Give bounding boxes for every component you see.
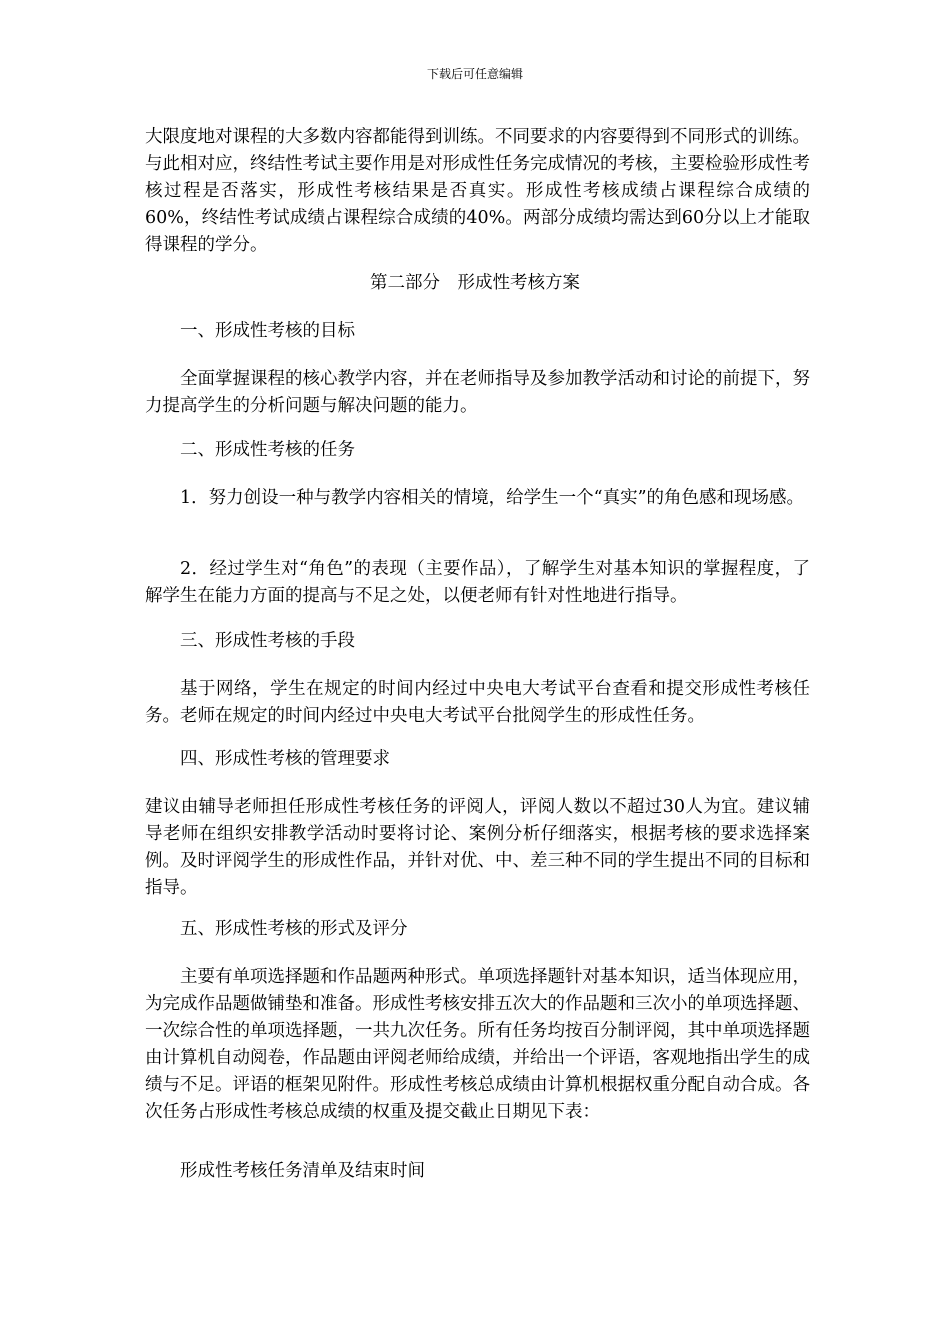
- task-item-1-text: 1．努力创设一种与教学内容相关的情境，给学生一个“真实”的角色感和现场感。: [180, 488, 805, 508]
- means-text: 基于网络，学生在规定的时间内经过中央电大考试平台查看和提交形成性考核任务。老师在规定的时间内经过中央电大考试平台批阅学生的形成性任务。: [145, 679, 810, 726]
- goal-paragraph: [145, 366, 810, 420]
- section-heading-means: 三、形成性考核的手段: [180, 631, 355, 651]
- management-text: 建议由辅导老师担任形成性考核任务的评阅人，评阅人数以不超过30人为宜。建议辅导老师在组织安排教学活动时要将讨论、案例分析仔细落实，根据考核的要求选择案例。及时评阅学生的形成性作品，并针对优、中、差三种不同的学生提出不同的目标和指导。: [145, 797, 810, 898]
- table-caption: 形成性考核任务清单及结束时间: [180, 1161, 425, 1181]
- means-paragraph: [145, 676, 810, 730]
- form-paragraph: [145, 964, 810, 1126]
- task-item-2: [145, 556, 810, 610]
- section-heading-form: 五、形成性考核的形式及评分: [180, 919, 408, 939]
- intro-paragraph: [145, 124, 810, 259]
- goal-text: 全面掌握课程的核心教学内容，并在老师指导及参加教学活动和讨论的前提下，努力提高学生的分析问题与解决问题的能力。: [145, 369, 810, 416]
- part-title: 第二部分 形成性考核方案: [370, 273, 580, 293]
- task-item-2-text: 2．经过学生对“角色”的表现（主要作品），了解学生对基本知识的掌握程度，了解学生在能力方面的提高与不足之处，以便老师有针对性地进行指导。: [145, 559, 810, 606]
- management-paragraph: [145, 794, 810, 902]
- intro-text: 大限度地对课程的大多数内容都能得到训练。不同要求的内容要得到不同形式的训练。与此相对应，终结性考试主要作用是对形成性任务完成情况的考核，主要检验形成性考核过程是否落实，形成性考核结果是否真实。形成性考核成绩占课程综合成绩的60%，终结性考试成绩占课程综合成绩的40%。两部分成绩均需达到60分以上才能取得课程的学分。: [145, 127, 810, 255]
- section-heading-tasks: 二、形成性考核的任务: [180, 440, 355, 460]
- form-text: 主要有单项选择题和作品题两种形式。单项选择题针对基本知识，适当体现应用，为完成作品题做铺垫和准备。形成性考核安排五次大的作品题和三次小的单项选择题、一次综合性的单项选择题，一共九次任务。所有任务均按百分制评阅，其中单项选择题由计算机自动阅卷，作品题由评阅老师给成绩，并给出一个评语，客观地指出学生的成绩与不足。评语的框架见附件。形成性考核总成绩由计算机根据权重分配自动合成。各次任务占形成性考核总成绩的权重及提交截止日期见下表：: [145, 967, 810, 1122]
- section-heading-management: 四、形成性考核的管理要求: [180, 749, 390, 769]
- task-item-1: [145, 485, 810, 512]
- page-header: 下载后可任意编辑: [426, 67, 523, 81]
- section-heading-goal: 一、形成性考核的目标: [180, 321, 355, 341]
